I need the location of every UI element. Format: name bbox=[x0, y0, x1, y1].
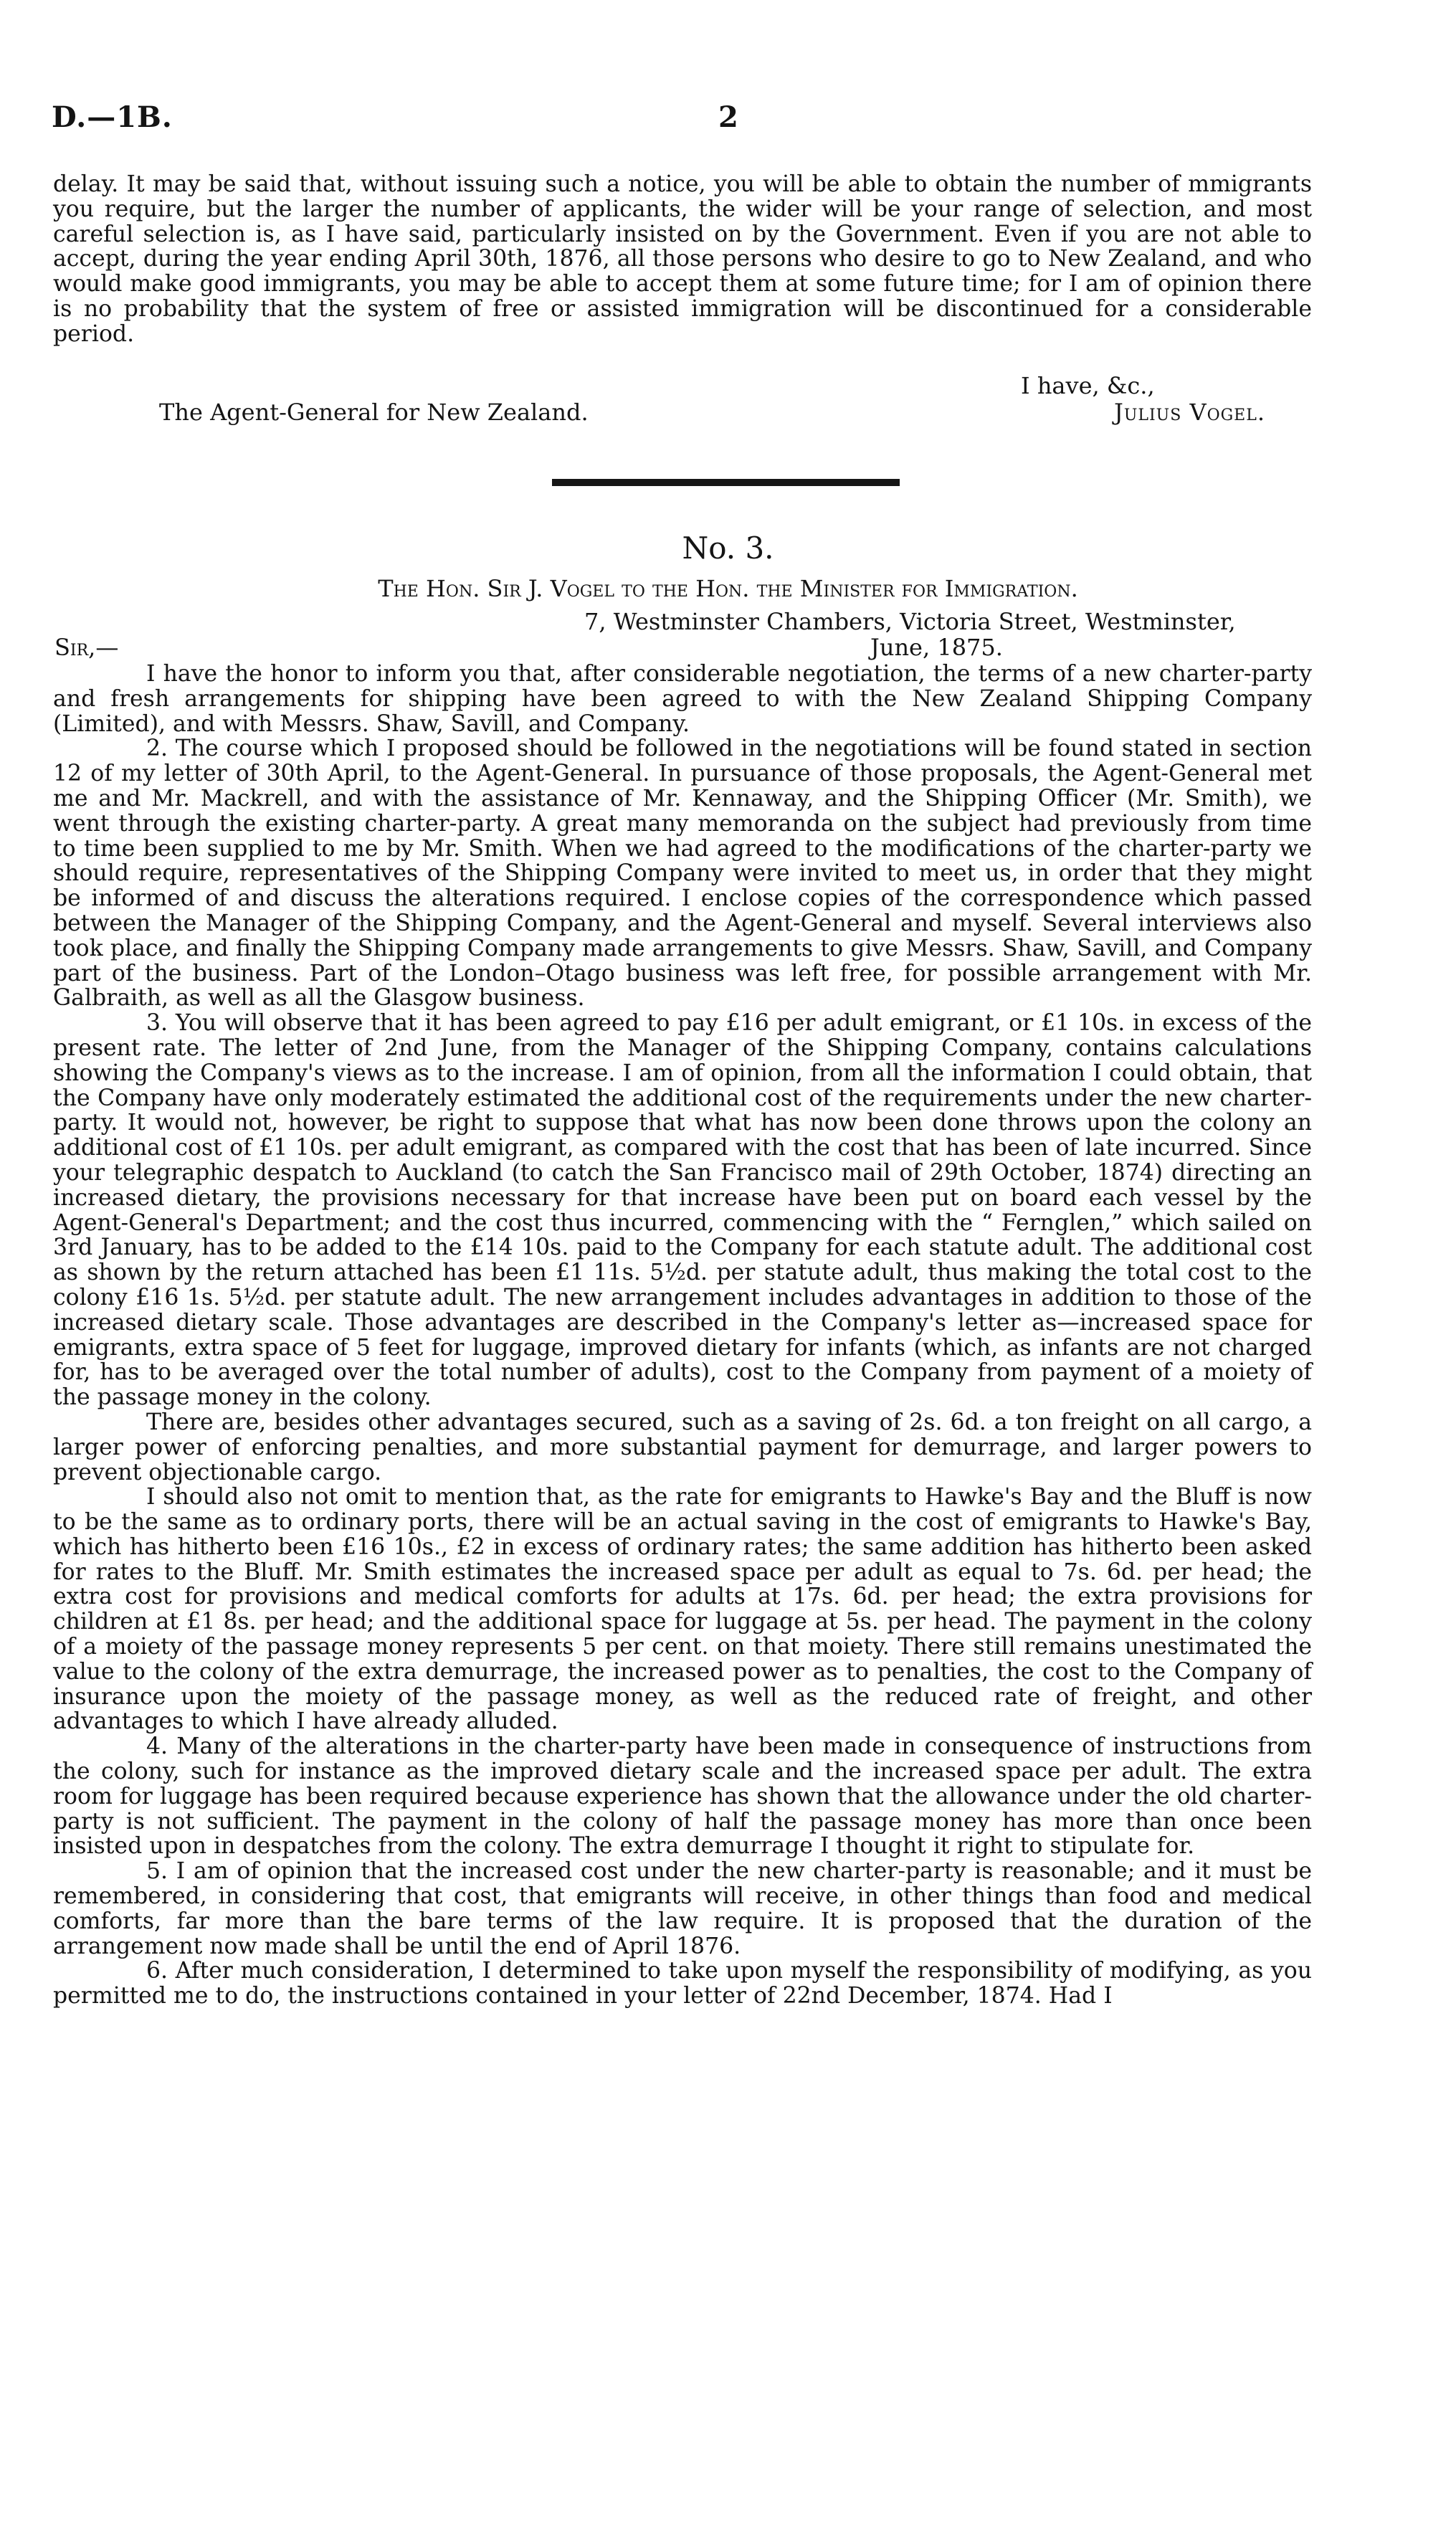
section-divider bbox=[552, 479, 900, 486]
letter-date: June, 1875. bbox=[870, 634, 1003, 661]
body-paragraph: I have the honor to inform you that, after considerable negotiation, the terms of a new charter-party and fresh arrangements for shipping have been agreed to with the New Zealand Shipping Company (Limited), and with Messrs. Shaw, Savill, and Company. bbox=[53, 661, 1312, 737]
closing-paragraph: delay. It may be said that, without issuing such a notice, you will be able to obtain the number of mmigrants you require, but the larger the number of applicants, the wider will be your range of selection, and most careful selection is, as I have said, particularly insisted on by the Government. Even if you are not able to accept, during the year ending April 30th, 1876, all those persons who desire to go to New Zealand, and who would make good immigrants, you may be able to accept them at some future time; for I am of opinion there is no probability that the system of free or assisted immigration will be discontinued for a considerable period. bbox=[53, 171, 1312, 347]
complimentary-close: I have, &c., bbox=[1021, 372, 1155, 399]
body-paragraph: 3. You will observe that it has been agreed to pay £16 per adult emigrant, or £1 10s. in excess of the present rate. The letter of 2nd June, from the Manager of the Shipping Company, contains calculations showing the Company's views as to the increase. I am of opinion, from all the information I could obtain, that the Company have only moderately estimated the additional cost of the requirements under the new charter-party. It would not, however, be right to suppose that what has now been done throws upon the colony an additional cost of £1 10s. per adult emigrant, as compared with the cost that has been of late incurred. Since your telegraphic despatch to Auckland (to catch the San Francisco mail of 29th October, 1874) directing an increased dietary, the provisions necessary for that increase have been put on board each vessel by the Agent-General's Department; and the cost thus incurred, commencing with the “ Fernglen,” which sailed on 3rd January, has to be added to the £14 10s. paid to the Company for each statute adult. The additional cost as shown by the return attached has been £1 11s. 5½d. per statute adult, thus making the total cost to the colony £16 1s. 5½d. per statute adult. The new arrangement includes advantages in addition to those of the increased dietary scale. Those advantages are described in the Company's letter as—increased space for emigrants, extra space of 5 feet for luggage, improved dietary for infants (which, as infants are not charged for, has to be averaged over the total number of adults), cost to the Company from payment of a moiety of the passage money in the colony. bbox=[53, 1010, 1312, 1411]
document-reference: D.—1B. bbox=[52, 100, 173, 134]
letter-number: No. 3. bbox=[682, 531, 774, 566]
sender-address: 7, Westminster Chambers, Victoria Street, Westminster, bbox=[584, 608, 1236, 635]
body-paragraph: 6. After much consideration, I determined to take upon myself the responsibility of modifying, as you permitted me to do, the instructions contained in your letter of 22nd December, 1874. Had I bbox=[53, 1958, 1312, 2009]
letter-body bbox=[53, 662, 1312, 2009]
running-head bbox=[52, 100, 1435, 143]
body-paragraph: There are, besides other advantages secured, such as a saving of 2s. 6d. a ton freight on all cargo, a larger power of enforcing penalties, and more substantial payment for demurrage, and larger powers to prevent objectionable cargo. bbox=[53, 1409, 1312, 1485]
signature: Julius Vogel. bbox=[1114, 399, 1266, 426]
body-paragraph: 5. I am of opinion that the increased cost under the new charter-party is reasonable; and it must be remembered, in considering that cost, that emigrants will receive, in other things than food and medical comforts, far more than the bare terms of the law require. It is proposed that the duration of the arrangement now made shall be until the end of April 1876. bbox=[53, 1858, 1312, 1959]
letter-title: The Hon. Sir J. Vogel to the Hon. the Minister for Immigration. bbox=[378, 575, 1078, 602]
body-paragraph: 2. The course which I proposed should be followed in the negotiations will be found stated in section 12 of my letter of 30th April, to the Agent-General. In pursuance of those proposals, the Agent-General met me and Mr. Mackrell, and with the assistance of Mr. Kennaway, and the Shipping Officer (Mr. Smith), we went through the existing charter-party. A great many memoranda on the subject had previously from time to time been supplied to me by Mr. Smith. When we had agreed to the modifications of the charter-party we should require, representatives of the Shipping Company were invited to meet us, in order that they might be informed of and discuss the alterations required. I enclose copies of the correspondence which passed between the Manager of the Shipping Company, and the Agent-General and myself. Several interviews also took place, and finally the Shipping Company made arrangements to give Messrs. Shaw, Savill, and Company part of the business. Part of the London–Otago business was left free, for possible arrangement with Mr. Galbraith, as well as all the Glasgow business. bbox=[53, 736, 1312, 1012]
body-paragraph: 4. Many of the alterations in the charter-party have been made in consequence of instructions from the colony, such for instance as the improved dietary scale and the increased space per adult. The extra room for luggage has been required because experience has shown that the allowance under the old charter-party is not sufficient. The payment in the colony of half the passage money has more than once been insisted upon in despatches from the colony. The extra demurrage I thought it right to stipulate for. bbox=[53, 1733, 1312, 1860]
page-number: 2 bbox=[718, 100, 738, 134]
addressee: The Agent-General for New Zealand. bbox=[159, 399, 589, 426]
previous-letter-body bbox=[53, 172, 1312, 347]
salutation: Sir,— bbox=[54, 634, 119, 661]
body-paragraph: I should also not omit to mention that, as the rate for emigrants to Hawke's Bay and the Bluff is now to be the same as to ordinary ports, there will be an actual saving in the cost of emigrants to Hawke's Bay, which has hitherto been £16 10s., £2 in excess of ordinary rates; the same addition has hitherto been asked for rates to the Bluff. Mr. Smith estimates the increased space per adult as equal to 7s. 6d. per head; the extra cost for provisions and medical comforts for adults at 17s. 6d. per head; the extra provisions for children at £1 8s. per head; and the additional space for luggage at 5s. per head. The payment in the colony of a moiety of the passage money represents 5 per cent. on that moiety. There still remains unestimated the value to the colony of the extra demurrage, the increased power as to penalties, the cost to the Company of insurance upon the moiety of the passage money, as well as the reduced rate of freight, and other advantages to which I have already alluded. bbox=[53, 1484, 1312, 1735]
